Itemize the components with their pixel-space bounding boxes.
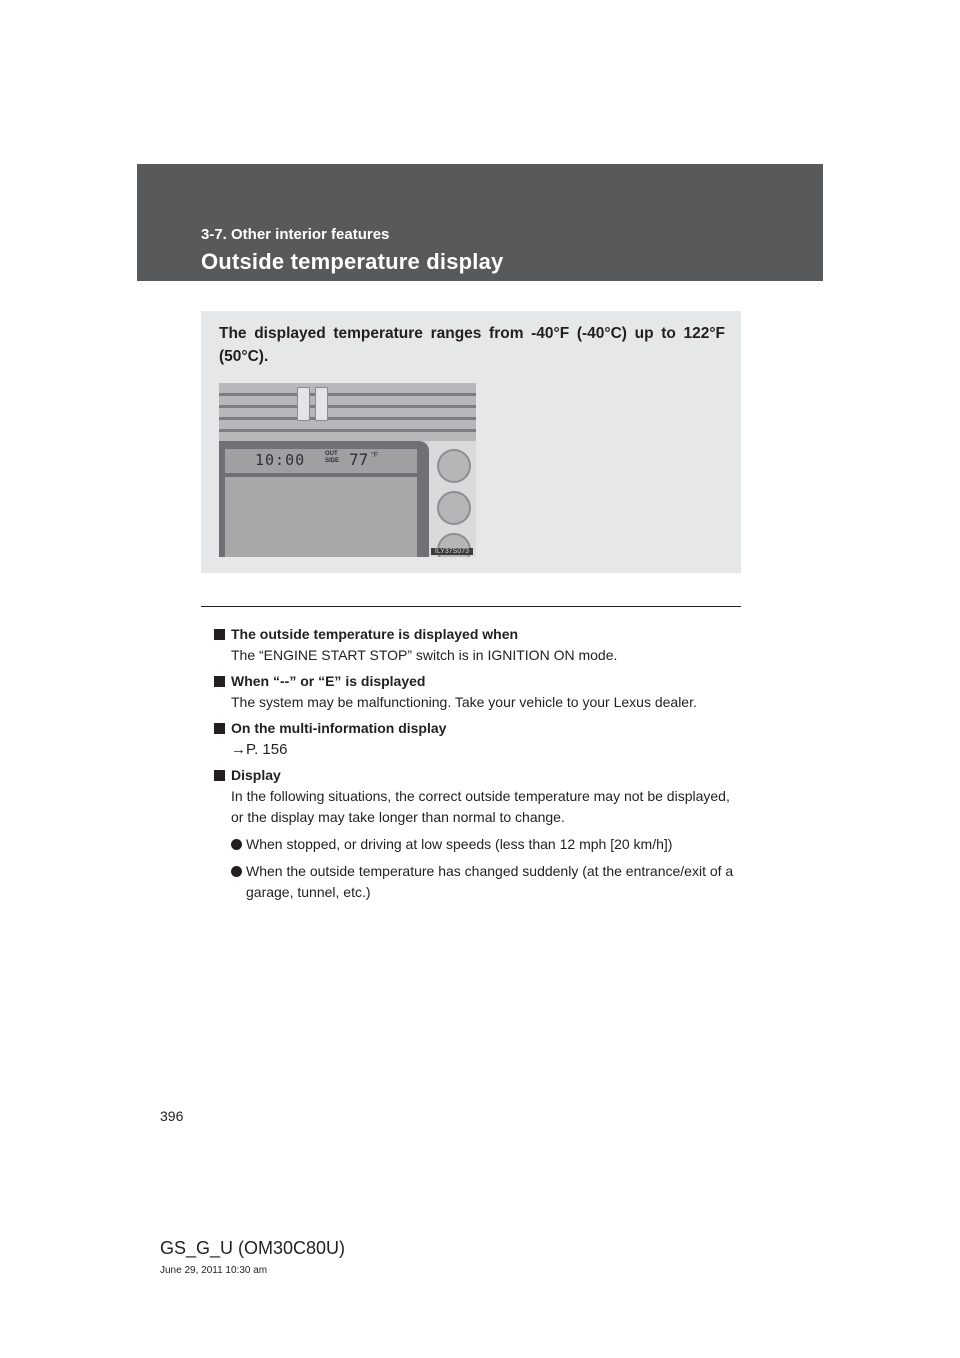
- outside-label: OUT SIDE: [325, 451, 340, 464]
- air-vents: [219, 383, 476, 441]
- list-item: When stopped, or driving at low speeds (less than 12 mph [20 km/h]): [214, 834, 744, 855]
- note-heading: Display: [231, 767, 281, 783]
- dashboard-figure: [219, 383, 476, 557]
- vent-knob-left: [297, 387, 310, 421]
- square-bullet-icon: [214, 676, 225, 687]
- main-screen: [225, 477, 417, 557]
- note-heading: The outside temperature is displayed when: [231, 626, 519, 642]
- figure-code: ILY37S073: [431, 548, 473, 555]
- note-block: [214, 624, 744, 666]
- round-bullet-icon: [231, 866, 242, 877]
- square-bullet-icon: [214, 629, 225, 640]
- clock-readout: 10:00: [255, 451, 306, 469]
- document-code: GS_G_U (OM30C80U): [160, 1238, 346, 1258]
- note-block: [214, 765, 744, 903]
- vent-knob-right: [315, 387, 328, 421]
- note-block: [214, 718, 744, 760]
- page-number: 396: [160, 1108, 184, 1124]
- note-heading: On the multi-information display: [231, 720, 447, 736]
- display-bezel: [219, 441, 429, 557]
- intro-text: The displayed temperature ranges from -40°F (-40°C) up to 122°F (50°C).: [219, 325, 725, 365]
- divider: [201, 606, 741, 607]
- round-button-icon: [437, 449, 471, 483]
- note-block: [214, 671, 744, 713]
- side-button-panel: [429, 441, 476, 557]
- clock-temperature-strip: [225, 449, 417, 473]
- round-bullet-icon: [231, 839, 242, 850]
- note-text: The “ENGINE START STOP” switch is in IGNITION ON mode.: [231, 647, 618, 663]
- intro-box: [201, 311, 741, 573]
- square-bullet-icon: [214, 723, 225, 734]
- note-text: The system may be malfunctioning. Take your vehicle to your Lexus dealer.: [231, 694, 697, 710]
- notes-area: [214, 624, 744, 908]
- note-text: In the following situations, the correct outside temperature may not be displayed, or the display may take longer than normal to change.: [231, 788, 730, 825]
- temperature-readout: 77: [349, 450, 369, 469]
- page-reference-link[interactable]: →P. 156: [231, 741, 288, 758]
- note-heading: When “--” or “E” is displayed: [231, 673, 426, 689]
- document-date: June 29, 2011 10:30 am: [160, 1265, 268, 1276]
- list-item: When the outside temperature has changed suddenly (at the entrance/exit of a garage, tunnel, etc.): [214, 861, 744, 903]
- square-bullet-icon: [214, 770, 225, 781]
- round-button-icon: [437, 491, 471, 525]
- section-label: 3-7. Other interior features: [201, 226, 390, 243]
- temperature-unit: °F: [371, 452, 379, 459]
- page-title: Outside temperature display: [201, 249, 504, 274]
